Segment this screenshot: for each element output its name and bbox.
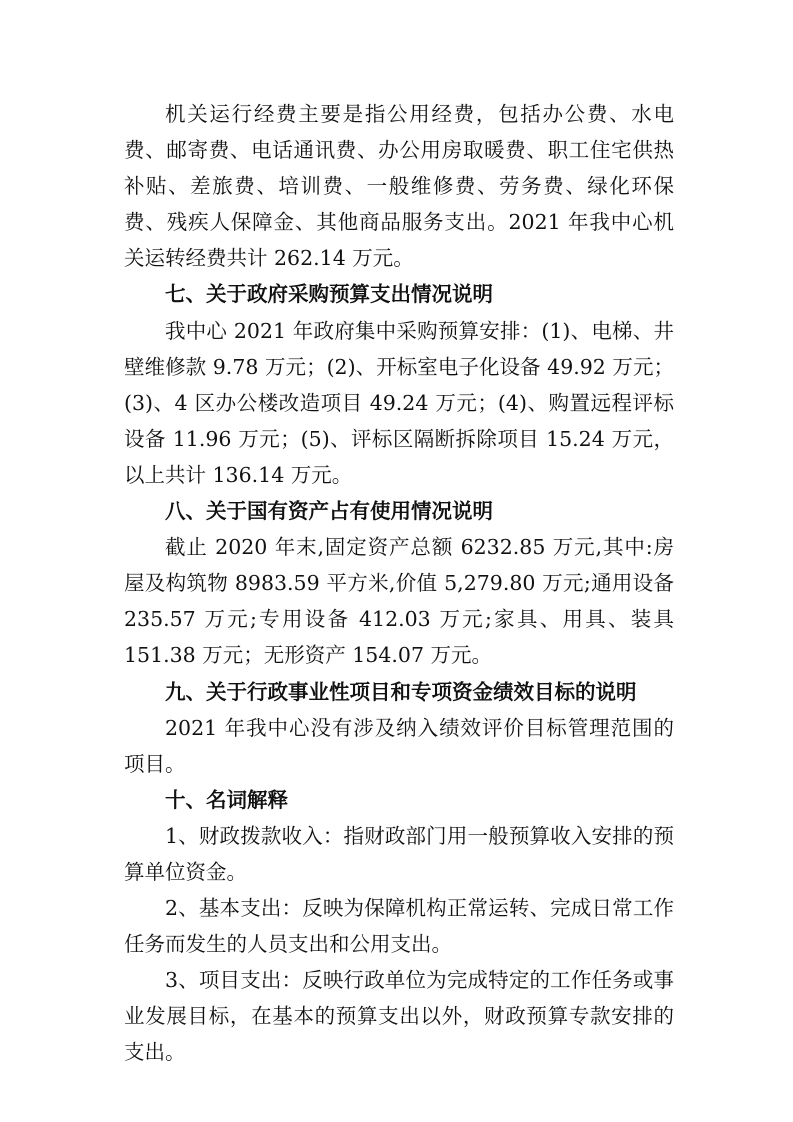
section-heading-10: 十、名词解释 [165,787,288,812]
term-definition-2: 2、基本支出：反映为保障机构正常运转、完成日常工作任务而发生的人员支出和公用支出。 [124,896,674,957]
paragraph-performance: 2021 年我中心没有涉及纳入绩效评价目标管理范围的项目。 [124,715,674,776]
document-body [124,96,674,1071]
paragraph-operating-costs: 机关运行经费主要是指公用经费，包括办公费、水电费、邮寄费、电话通讯费、办公用房取暖费、职工住宅供热补贴、差旅费、培训费、一般维修费、劳务费、绿化环保费、残疾人保障金、其他商品服务支出。2021 年我中心机关运转经费共计 262.14 万元。 [124,102,674,271]
section-heading-7: 七、关于政府采购预算支出情况说明 [165,282,493,307]
term-definition-1: 1、财政拨款收入：指财政部门用一般预算收入安排的预算单位资金。 [124,823,674,884]
paragraph-assets: 截止 2020 年末,固定资产总额 6232.85 万元,其中:房屋及构筑物 8983.59 平方米,价值 5,279.80 万元;通用设备 235.57 万元;专用设备 412.03 万元;家具、用具、装具 151.38 万元；无形资产 154.07 万元。 [124,535,674,668]
section-heading-8: 八、关于国有资产占有使用情况说明 [165,499,493,524]
section-heading-9: 九、关于行政事业性项目和专项资金绩效目标的说明 [165,679,637,704]
paragraph-procurement: 我中心 2021 年政府集中采购预算安排：(1)、电梯、井壁维修款 9.78 万元；(2)、开标室电子化设备 49.92 万元；(3)、4 区办公楼改造项目 49.24 万元；(4)、购置远程评标设备 11.96 万元；(5)、评标区隔断拆除项目 15.24 万元，以上共计 136.14 万元。 [124,318,674,487]
term-definition-3: 3、项目支出：反映行政单位为完成特定的工作任务或事业发展目标，在基本的预算支出以外，财政预算专款安排的支出。 [124,968,674,1065]
